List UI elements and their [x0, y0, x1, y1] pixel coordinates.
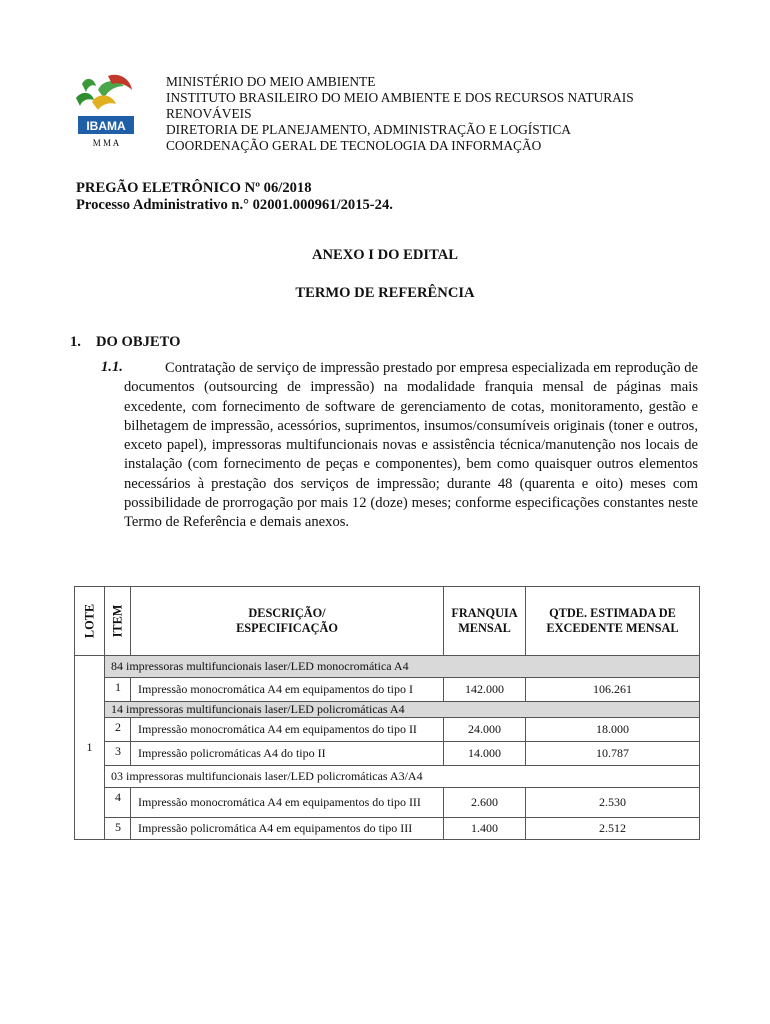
header-qtde: QTDE. ESTIMADA DE EXCEDENTE MENSAL: [526, 587, 700, 656]
item-description: Impressão policromáticas A4 do tipo II: [131, 742, 444, 766]
header-item: ITEM: [105, 587, 131, 656]
items-table: [74, 586, 700, 840]
group-label: 84 impressoras multifuncionais laser/LED monocromática A4: [105, 656, 700, 678]
item-franquia: 2.600: [444, 788, 526, 818]
group-label: 14 impressoras multifuncionais laser/LED policromáticas A4: [105, 702, 700, 718]
item-franquia: 14.000: [444, 742, 526, 766]
table-row: [75, 742, 700, 766]
header-line-renewable: RENOVÁVEIS: [166, 106, 252, 121]
ibama-logo: [72, 72, 138, 152]
item-franquia: 24.000: [444, 718, 526, 742]
table-row: [75, 678, 700, 702]
table-header-row: [75, 587, 700, 656]
table-row: [75, 818, 700, 840]
item-franquia: 1.400: [444, 818, 526, 840]
item-excedente: 18.000: [526, 718, 700, 742]
group-label: 03 impressoras multifuncionais laser/LED policromáticas A3/A4: [105, 766, 700, 788]
item-description: Impressão monocromática A4 em equipamentos do tipo I: [131, 678, 444, 702]
item-number: 1: [105, 678, 131, 702]
item-franquia: 142.000: [444, 678, 526, 702]
termo-title: TERMO DE REFERÊNCIA: [295, 285, 475, 301]
processo-number: Processo Administrativo n.° 02001.000961/2015-24.: [76, 197, 393, 213]
anexo-title: ANEXO I DO EDITAL: [311, 247, 459, 263]
group-row: [75, 766, 700, 788]
institution-header: [166, 74, 634, 154]
logo-text: IBAMA: [86, 119, 126, 133]
item-number: 5: [105, 818, 131, 840]
table-row: [75, 788, 700, 818]
paragraph-number: 1.1.: [101, 359, 123, 375]
item-description: Impressão monocromática A4 em equipamentos do tipo II: [131, 718, 444, 742]
header-descricao: DESCRIÇÃO/ ESPECIFICAÇÃO: [131, 587, 444, 656]
item-number: 2: [105, 718, 131, 742]
section-heading: [70, 334, 180, 351]
section-title: DO OBJETO: [96, 334, 181, 350]
paragraph-text: Contratação de serviço de impressão prestado por empresa especializada em reprodução de documentos (outsourcing de impressão) na modalidade franquia mensal de páginas mais excedente, com fornecimento de software de gerenciamento de cotas, monitoramento, gestão e bilhetagem de impressão, acessórios, suprimentos, insumos/consumíveis originais (toner e outros, exceto papel), impressoras multifuncionais novas e assistência técnica/manutenção nos locais de instalação (com fornecimento de peças e componentes), bem como quaisquer outros elementos necessários à prestação dos serviços de impressão; durante 48 (quarenta e oito) meses com possibilidade de prorrogação por mais 12 (doze) meses; conforme especificações constantes neste Termo de Referência e demais anexos.: [124, 360, 698, 531]
group-row: [75, 702, 700, 718]
logo-subtext: M M A: [92, 138, 120, 148]
item-description: Impressão monocromática A4 em equipamentos do tipo III: [131, 788, 444, 818]
header-line-ministry: MINISTÉRIO DO MEIO AMBIENTE: [166, 74, 376, 89]
item-description: Impressão policromática A4 em equipamentos do tipo III: [131, 818, 444, 840]
table-row: [75, 718, 700, 742]
item-number: 4: [105, 788, 131, 818]
group-row: [75, 656, 700, 678]
item-excedente: 106.261: [526, 678, 700, 702]
pregao-block: [76, 180, 393, 214]
header-line-directorate: DIRETORIA DE PLANEJAMENTO, ADMINISTRAÇÃO E LOGÍSTICA: [166, 122, 571, 137]
header-franquia: FRANQUIA MENSAL: [444, 587, 526, 656]
header-line-coordination: COORDENAÇÃO GERAL DE TECNOLOGIA DA INFORMAÇÃO: [166, 138, 542, 153]
header-line-institute: INSTITUTO BRASILEIRO DO MEIO AMBIENTE E DOS RECURSOS NATURAIS: [166, 90, 634, 105]
pregao-title: PREGÃO ELETRÔNICO Nº 06/2018: [76, 180, 312, 196]
lote-cell: 1: [75, 656, 105, 840]
header-lote: LOTE: [75, 587, 105, 656]
section-number: 1.: [70, 334, 81, 350]
item-number: 3: [105, 742, 131, 766]
item-excedente: 2.512: [526, 818, 700, 840]
item-excedente: 10.787: [526, 742, 700, 766]
item-excedente: 2.530: [526, 788, 700, 818]
